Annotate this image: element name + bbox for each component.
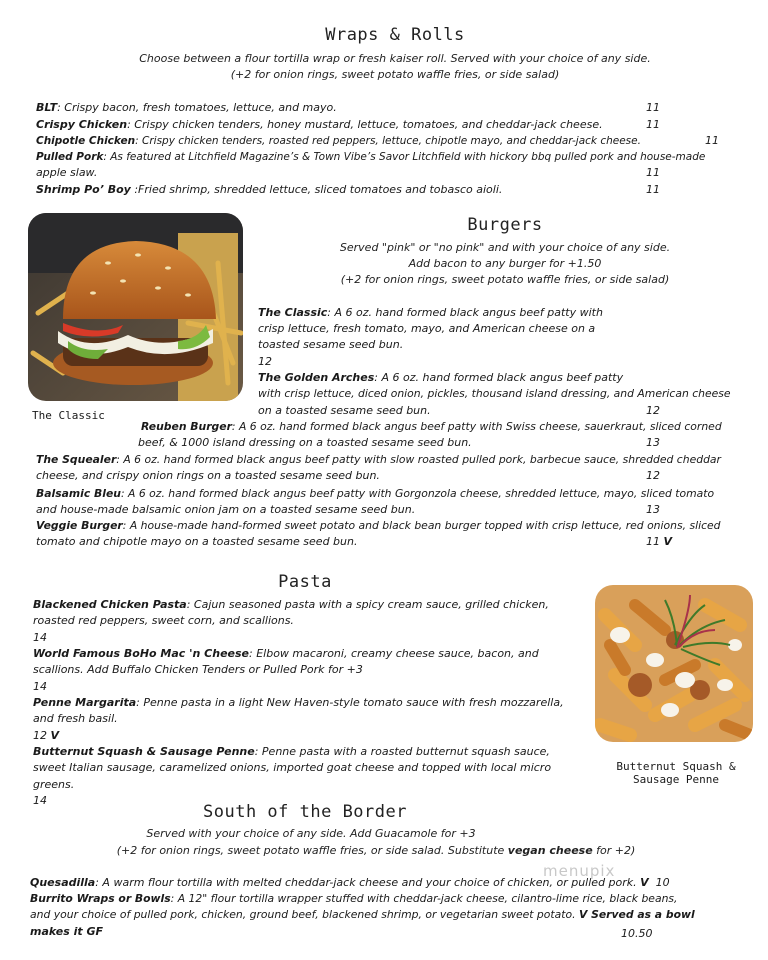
vegetarian-bowl-tag: V Served as a bowl (578, 908, 695, 921)
burger-photo (28, 213, 243, 401)
menu-item-veggie-burger-l2: tomato and chipotle mayo on a toasted sesame seed bun. (36, 535, 358, 548)
price-blackened-chicken-pasta: 14 (33, 631, 47, 644)
menu-item-the-classic: The Classic: A 6 oz. hand formed black angus beef patty with (258, 306, 603, 319)
menu-item-boho-mac-n-cheese: World Famous BoHo Mac 'n Cheese: Elbow macaroni, creamy cheese sauce, bacon, and (33, 647, 539, 660)
menu-item-the-classic-l3: toasted sesame seed bun. (258, 338, 404, 351)
price-crispy-chicken: 11 (646, 118, 660, 131)
menu-item-burrito-wraps-bowls-l3: makes it GF (30, 925, 104, 938)
price-the-squealer: 12 (646, 469, 660, 482)
menu-item-butternut-squash-penne-l3: greens. (33, 778, 75, 791)
menu-item-the-squealer-l2: cheese, and crispy onion rings on a toasted sesame seed bun. (36, 469, 380, 482)
burger-illustration (28, 213, 243, 401)
border-intro-2: (+2 for onion rings, sweet potato waffle fries, or side salad. Substitute vegan cheese for +2) (116, 844, 636, 857)
price-reuben-burger: 13 (646, 436, 660, 449)
border-intro-1: Served with your choice of any side. Add Guacamole for +3 (146, 827, 476, 840)
vegetarian-tag: V (50, 729, 60, 742)
wraps-intro-1: Choose between a flour tortilla wrap or fresh kaiser roll. Served with your choice of any side. (139, 52, 651, 65)
price-penne-margarita: 12 V (33, 729, 60, 742)
menu-item-shrimp-po-boy: Shrimp Po’ Boy :Fried shrimp, shredded lettuce, sliced tomatoes and tobasco aioli. (36, 183, 503, 196)
menu-item-burrito-wraps-bowls: Burrito Wraps or Bowls: A 12" flour tortilla wrapper stuffed with cheddar-jack cheese, cilantro-lime rice, black beans, (30, 892, 678, 905)
pasta-illustration (595, 585, 753, 742)
menu-item-reuben-burger-l2: beef, & 1000 island dressing on a toasted sesame seed bun. (138, 436, 472, 449)
price-blt: 11 (646, 101, 660, 114)
menu-item-the-squealer: The Squealer: A 6 oz. hand formed black angus beef patty with slow roasted pulled pork, barbecue sauce, shredded cheddar (36, 453, 721, 466)
price-pulled-pork: 11 (646, 166, 660, 179)
pasta-photo (595, 585, 753, 742)
menu-item-the-classic-l2: crisp lettuce, fresh tomato, mayo, and American cheese on a (258, 322, 596, 335)
menu-item-golden-arches: The Golden Arches: A 6 oz. hand formed black angus beef patty (258, 371, 624, 384)
menu-item-blackened-chicken-pasta-l2: roasted red peppers, sweet corn, and scallions. (33, 614, 294, 627)
price-veggie-burger: 11 V (646, 535, 673, 548)
menu-item-reuben-burger: Reuben Burger: A 6 oz. hand formed black angus beef patty with Swiss cheese, sauerkraut, sliced corned (141, 420, 722, 433)
menu-item-penne-margarita-l2: and fresh basil. (33, 712, 118, 725)
menu-item-balsamic-bleu-l2: and house-made balsamic onion jam on a toasted sesame seed bun. (36, 503, 416, 516)
burger-photo-caption: The Classic (32, 409, 105, 422)
pasta-photo-caption-2: Sausage Penne (632, 773, 720, 786)
menu-item-crispy-chicken: Crispy Chicken: Crispy chicken tenders, honey mustard, lettuce, tomatoes, and cheddar-jack cheese. (36, 118, 603, 131)
price-butternut-squash-penne: 14 (33, 794, 47, 807)
pasta-heading: Pasta (278, 572, 332, 592)
pasta-photo-caption-1: Butternut Squash & (616, 760, 736, 773)
menu-item-burrito-wraps-bowls-l2: and your choice of pulled pork, chicken, ground beef, blackened shrimp, or vegetarian sweet potato. V Served as a bowl (30, 908, 695, 921)
menu-item-pulled-pork: Pulled Pork: As featured at Litchfield Magazine’s & Town Vibe’s Savor Litchfield with hickory bbq pulled pork and house-made (36, 151, 706, 163)
price-quesadilla: 10 (655, 876, 670, 889)
wraps-intro-2: (+2 for onion rings, sweet potato waffle fries, or side salad) (230, 68, 560, 81)
price-boho-mac-n-cheese: 14 (33, 680, 47, 693)
burgers-intro-1: Served "pink" or "no pink" and with your choice of any side. (339, 241, 671, 254)
menu-item-boho-mac-n-cheese-l2: scallions. Add Buffalo Chicken Tenders or Pulled Pork for +3 (33, 663, 363, 676)
menu-item-pulled-pork-cont: apple slaw. (36, 166, 98, 179)
wraps-heading: Wraps & Rolls (325, 25, 465, 45)
menu-item-veggie-burger: Veggie Burger: A house-made hand-formed sweet potato and black bean burger topped with crisp lettuce, red onions, sliced (36, 519, 721, 532)
vegetarian-tag: V (640, 876, 649, 889)
price-shrimp-po-boy: 11 (646, 183, 660, 196)
price-burrito-wraps-bowls: 10.50 (621, 927, 653, 940)
price-chipotle-chicken: 11 (705, 134, 719, 147)
price-golden-arches: 12 (646, 404, 660, 417)
menu-item-butternut-squash-penne-l2: sweet Italian sausage, caramelized onions, imported goat cheese and topped with local micro (33, 761, 552, 774)
menu-item-balsamic-bleu: Balsamic Bleu: A 6 oz. hand formed black angus beef patty with Gorgonzola cheese, shredded lettuce, mayo, sliced tomato (36, 487, 715, 500)
menu-item-blackened-chicken-pasta: Blackened Chicken Pasta: Cajun seasoned pasta with a spicy cream sauce, grilled chicken, (33, 598, 549, 611)
burgers-intro-3: (+2 for onion rings, sweet potato waffle fries, or side salad) (340, 273, 670, 286)
menu-item-golden-arches-l2: with crisp lettuce, diced onion, pickles, thousand island dressing, and American cheese (258, 387, 731, 400)
menu-item-golden-arches-l3: on a toasted sesame seed bun. (258, 404, 431, 417)
watermark: menupix (543, 862, 616, 880)
menu-item-chipotle-chicken: Chipotle Chicken: Crispy chicken tenders, roasted red peppers, lettuce, chipotle mayo, and cheddar-jack cheese. (36, 135, 641, 147)
price-the-classic: 12 (258, 355, 272, 368)
menu-item-blt: BLT: Crispy bacon, fresh tomatoes, lettuce, and mayo. (36, 101, 337, 114)
menu-item-penne-margarita: Penne Margarita: Penne pasta in a light New Haven-style tomato sauce with fresh mozzarella, (33, 696, 564, 709)
burgers-intro-2: Add bacon to any burger for +1.50 (408, 257, 602, 270)
menu-item-quesadilla: Quesadilla: A warm flour tortilla with melted cheddar-jack cheese and your choice of chicken, or pulled pork. V 10 (30, 876, 670, 889)
burgers-heading: Burgers (467, 215, 543, 235)
menu-item-butternut-squash-penne: Butternut Squash & Sausage Penne: Penne pasta with a roasted butternut squash sauce, (33, 745, 550, 758)
south-of-border-heading: South of the Border (203, 802, 407, 822)
price-balsamic-bleu: 13 (646, 503, 660, 516)
vegetarian-tag: V (663, 535, 673, 548)
